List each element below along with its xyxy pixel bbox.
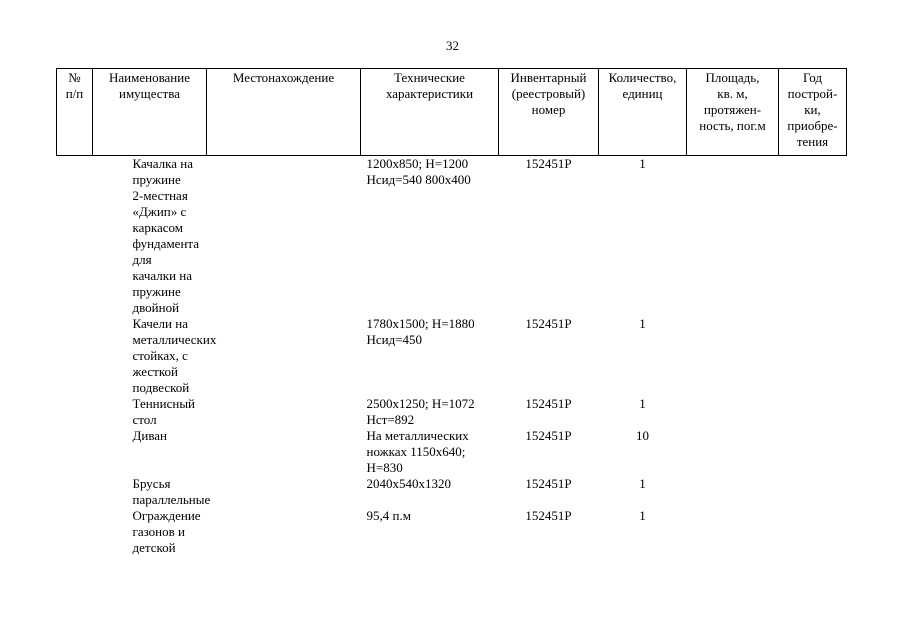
- header-quantity: Количество, единиц: [599, 69, 687, 156]
- header-location: Местонахождение: [207, 69, 361, 156]
- cell-number: [57, 428, 93, 476]
- cell-quantity: 1: [639, 316, 646, 331]
- header-specs: Технические характеристики: [361, 69, 499, 156]
- cell-year: [779, 316, 847, 396]
- cell-year: [779, 396, 847, 428]
- cell-specs: 95,4 п.м: [366, 508, 411, 523]
- cell-number: [57, 476, 93, 508]
- table-row: [57, 428, 847, 476]
- cell-area: [687, 156, 779, 317]
- cell-year: [779, 508, 847, 556]
- cell-inventory-number: 152451Р: [525, 508, 572, 523]
- cell-number: [57, 156, 93, 317]
- cell-specs: 2500х1250; Н=1072 Нст=892: [366, 396, 475, 427]
- cell-location: [207, 316, 361, 396]
- cell-inventory-number: 152451Р: [525, 428, 572, 443]
- cell-inventory-number: 152451Р: [525, 396, 572, 411]
- cell-location: [207, 508, 361, 556]
- cell-name: Ограждение газонов и детской: [132, 508, 201, 555]
- cell-location: [207, 428, 361, 476]
- cell-area: [687, 316, 779, 396]
- cell-inventory-number: 152451Р: [525, 156, 572, 171]
- cell-name: Брусья параллельные: [132, 476, 211, 507]
- cell-location: [207, 156, 361, 317]
- header-number: № п/п: [57, 69, 93, 156]
- cell-inventory-number: 152451Р: [525, 476, 572, 491]
- cell-quantity: 1: [639, 156, 646, 171]
- cell-area: [687, 508, 779, 556]
- cell-specs: 2040х540х1320: [366, 476, 451, 491]
- cell-area: [687, 396, 779, 428]
- cell-quantity: 1: [639, 476, 646, 491]
- cell-number: [57, 316, 93, 396]
- cell-location: [207, 476, 361, 508]
- table-row: [57, 156, 847, 317]
- cell-name: Качалка на пружине 2-местная «Джип» с каркасом фундамента для качалки на пружине двойной: [132, 156, 200, 315]
- cell-number: [57, 396, 93, 428]
- table-header-row: [57, 69, 847, 156]
- table-row: [57, 476, 847, 508]
- page-number: 32: [446, 38, 459, 53]
- cell-quantity: 1: [639, 396, 646, 411]
- cell-inventory-number: 152451Р: [525, 316, 572, 331]
- cell-year: [779, 476, 847, 508]
- inventory-table: [56, 68, 847, 556]
- header-inventory-number: Инвентарный (реестровый) номер: [499, 69, 599, 156]
- cell-name: Качели на металлических стойках, с жесткой подвеской: [132, 316, 217, 395]
- cell-year: [779, 428, 847, 476]
- cell-year: [779, 156, 847, 317]
- cell-quantity: 10: [636, 428, 649, 443]
- cell-area: [687, 428, 779, 476]
- cell-specs: 1780х1500; Н=1880 Нсид=450: [366, 316, 475, 347]
- cell-area: [687, 476, 779, 508]
- cell-number: [57, 508, 93, 556]
- cell-specs: На металлических ножках 1150х640; Н=830: [366, 428, 469, 475]
- header-name: Наименование имущества: [93, 69, 207, 156]
- header-area: Площадь, кв. м, протяжен- ность, пог.м: [687, 69, 779, 156]
- cell-specs: 1200х850; Н=1200 Нсид=540 800х400: [366, 156, 471, 187]
- table-row: [57, 396, 847, 428]
- table-row: [57, 508, 847, 556]
- header-year: Год построй- ки, приобре- тения: [779, 69, 847, 156]
- cell-quantity: 1: [639, 508, 646, 523]
- cell-name: Теннисный стол: [132, 396, 196, 427]
- table-row: [57, 316, 847, 396]
- cell-location: [207, 396, 361, 428]
- cell-name: Диван: [132, 428, 168, 443]
